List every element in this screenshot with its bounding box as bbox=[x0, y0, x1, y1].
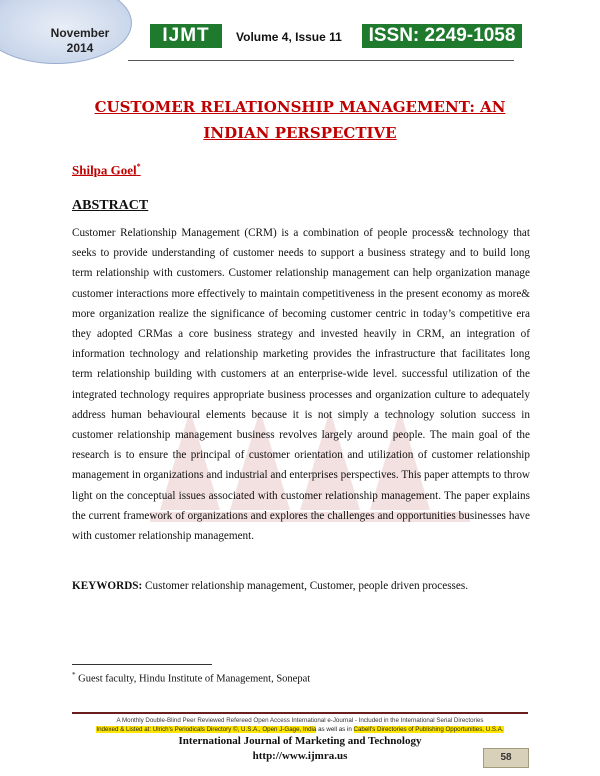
issue-month: November bbox=[50, 26, 110, 40]
author-footnote-mark: * bbox=[136, 162, 141, 171]
listing-highlight-b: Cabell's Directories of Publishing Opportunities, U.S.A. bbox=[353, 726, 504, 733]
footnote-rule bbox=[72, 664, 212, 665]
keywords bbox=[72, 580, 468, 592]
author-text: Shilpa Goel bbox=[72, 162, 137, 178]
issue-year: 2014 bbox=[66, 41, 94, 55]
listing-highlight-a: Indexed & Listed at: Ulrich's Periodicals Directory ©, U.S.A., Open J-Gage, India bbox=[96, 726, 317, 733]
issue-date bbox=[40, 26, 120, 56]
listing-join: as well as in bbox=[316, 726, 354, 733]
footnote-text: Guest faculty, Hindu Institute of Management, Sonepat bbox=[75, 673, 311, 685]
footer-index-line: A Monthly Double-Blind Peer Reviewed Refereed Open Access International e-Journal - Included in the International Serial Directories bbox=[116, 717, 484, 724]
keywords-label: KEYWORDS: bbox=[72, 580, 143, 592]
footer-rule bbox=[72, 712, 528, 714]
footer-listing-line bbox=[40, 726, 560, 733]
issn-badge: ISSN: 2249-1058 bbox=[362, 24, 522, 48]
keywords-text: Customer relationship management, Customer, people driven processes. bbox=[142, 580, 469, 592]
footnote-mark: * bbox=[72, 671, 76, 679]
abstract-heading: ABSTRACT bbox=[72, 198, 149, 213]
page-number: 58 bbox=[483, 748, 529, 768]
paper-title: CUSTOMER RELATIONSHIP MANAGEMENT: AN INDIAN PERSPECTIVE bbox=[94, 98, 506, 142]
footnote bbox=[72, 671, 310, 685]
volume-issue: Volume 4, Issue 11 bbox=[236, 30, 342, 44]
abstract-body: Customer Relationship Management (CRM) is a combination of people process& technology that seeks to provide understanding of customer needs to support a business strategy and to build long term relationship with customers. Customer relationship management can help organization manage customer interactions more effectively to maintain competitiveness in the present economy as more& more organization realize the significance of becoming customer centric in today’s competitive era they adopted CRMas a core business strategy and invested heavily in CRM, an integration of information technology and relationship marketing provides the infrastructure that facilitates long term relationship building with customers at an enterprise-wide level. successful utilization of the integrated technology requires appropriate business processes and organization culture to adequately address human behavioural elements because it is not simply a technology solution success in customer relationship management business revolves largely around people. The main goal of the research is to ensure the principal of customer orientation and utilization of customer relationship management in organizations and industrial and enterprises perspectives. This paper attempts to throw light on the conceptual issues associated with customer relationship management. The paper explains the current framework of organizations and explores the challenges and opportunities businesses have with customer relationship management. bbox=[72, 227, 530, 543]
journal-url: http://www.ijmra.us bbox=[252, 750, 348, 762]
journal-name: International Journal of Marketing and Technology bbox=[178, 735, 422, 747]
author-name bbox=[72, 162, 141, 178]
journal-brand: IJMT bbox=[150, 24, 222, 48]
header-rule bbox=[128, 60, 514, 61]
